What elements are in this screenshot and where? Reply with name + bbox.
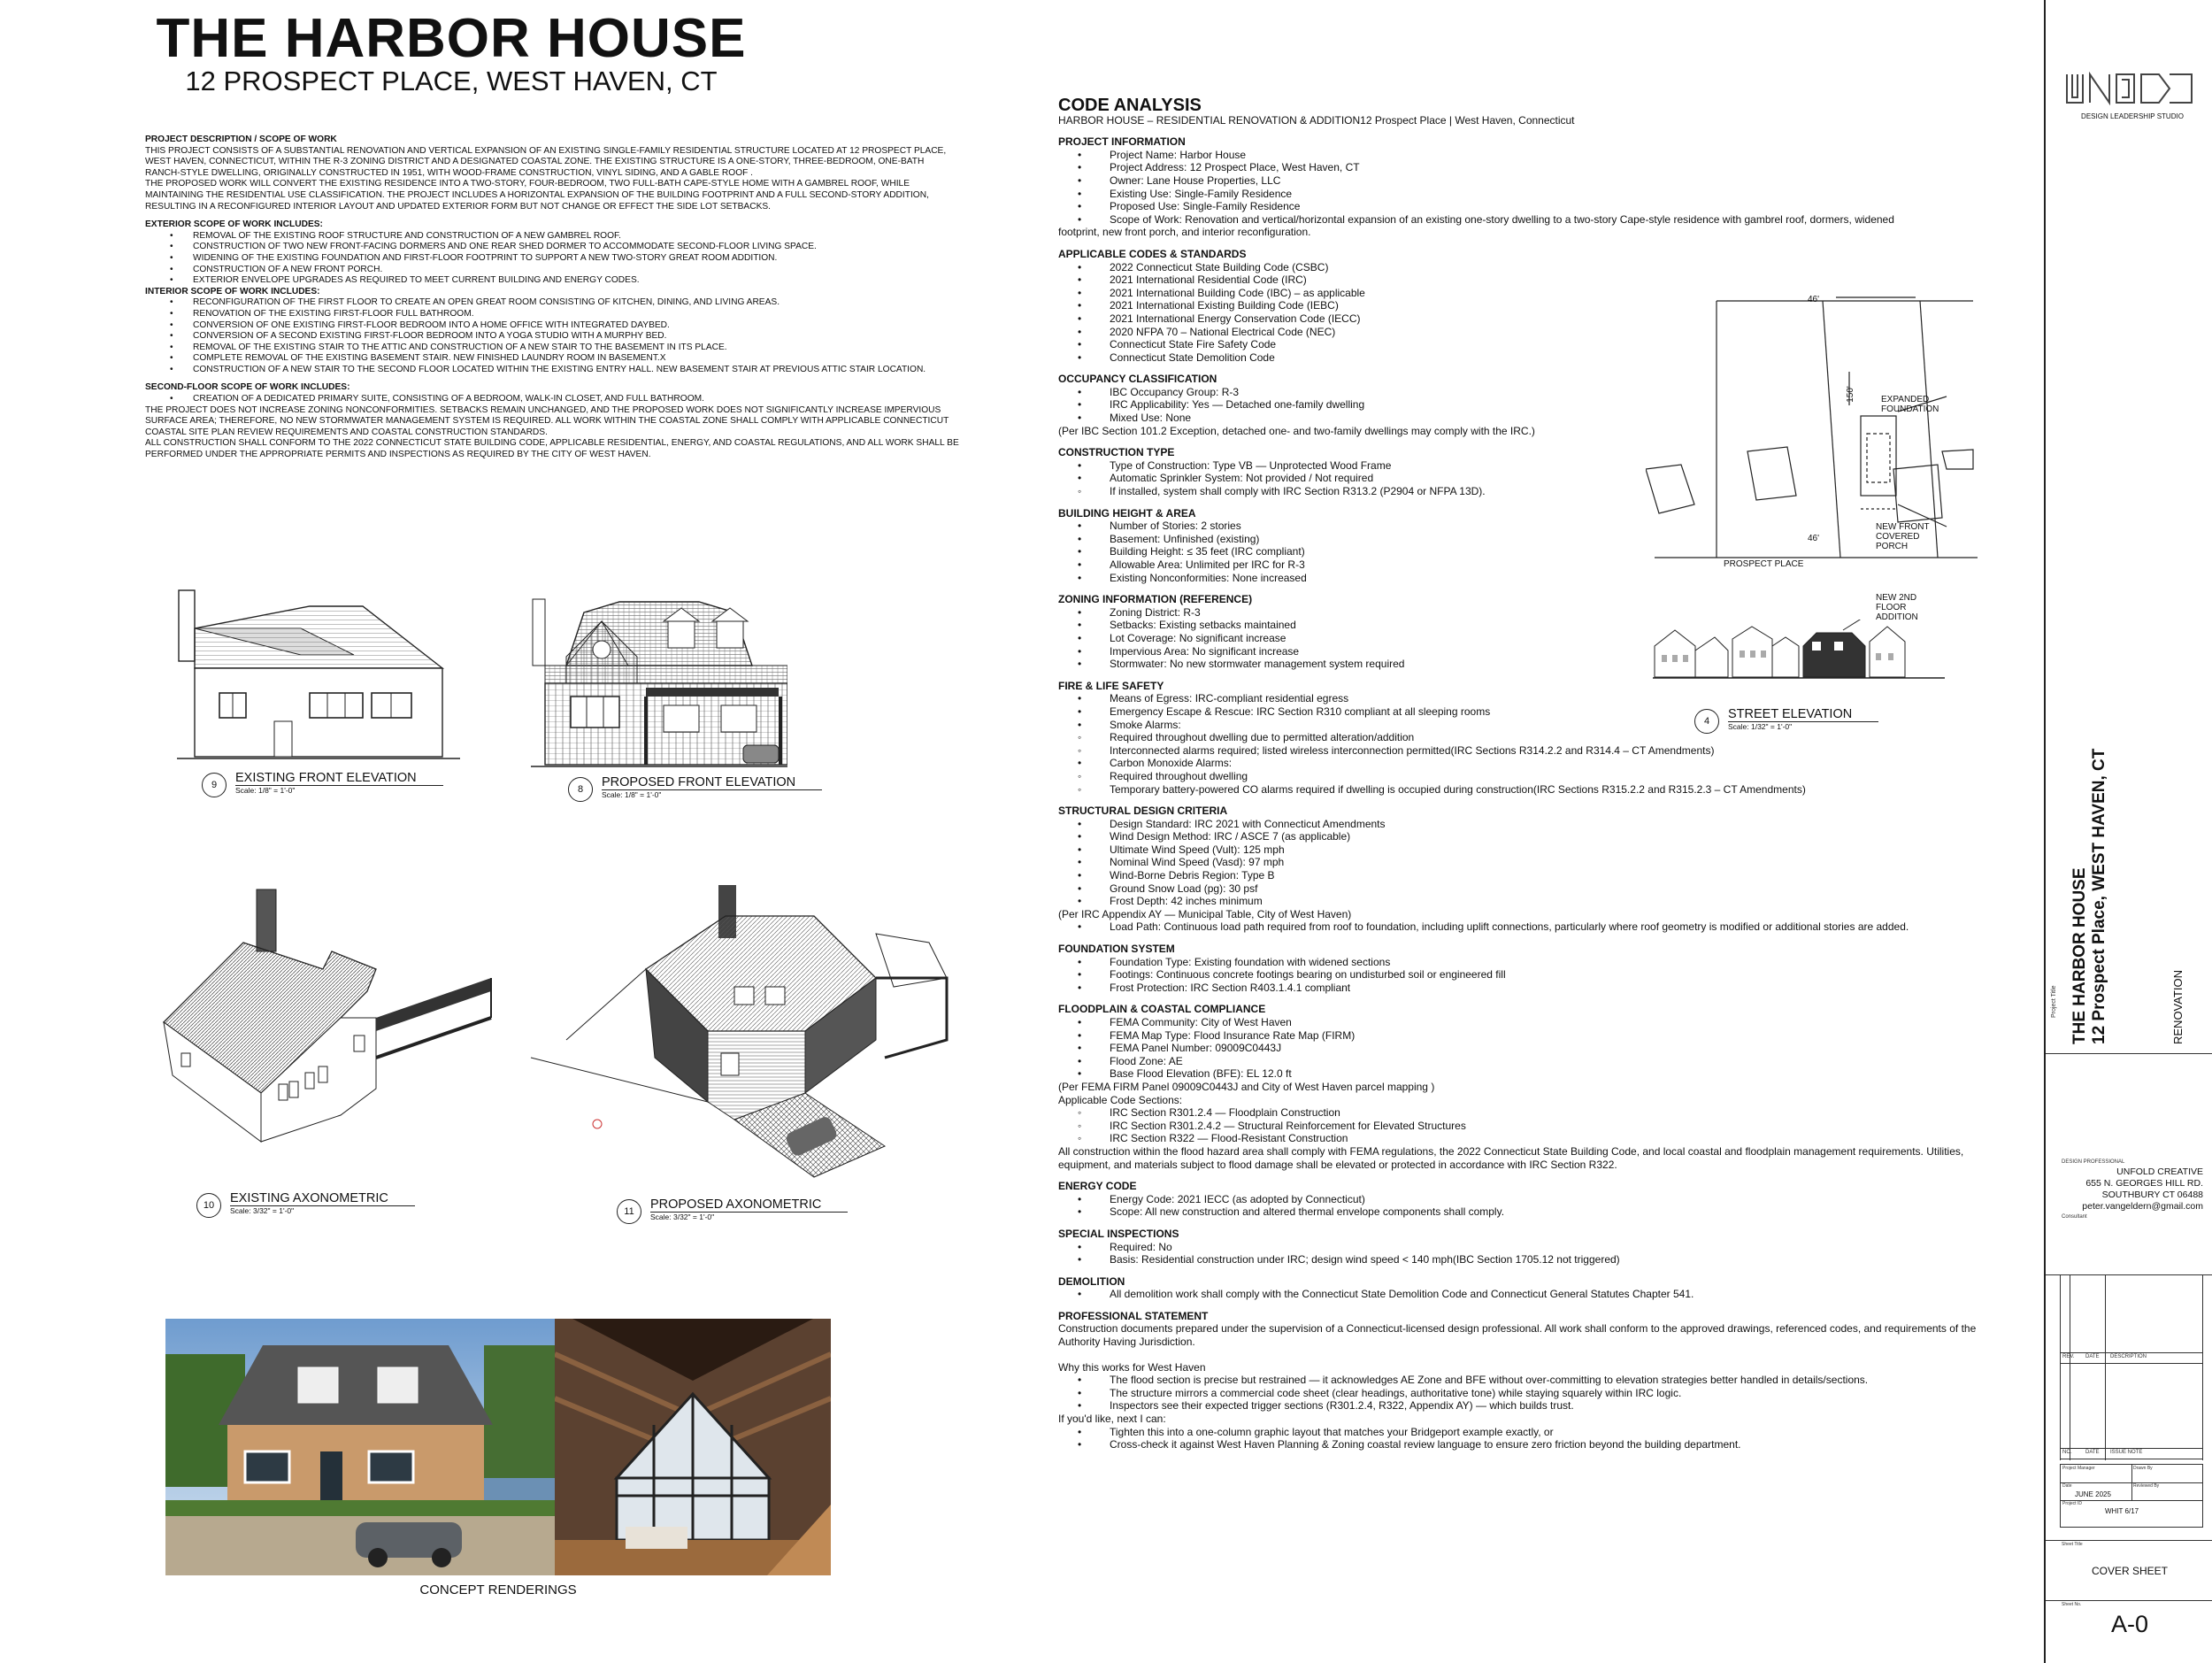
code-item: • Means of Egress: IRC-compliant residential egress: [1078, 692, 1978, 705]
code-item: • Project Address: 12 Prospect Place, West Haven, CT: [1078, 161, 1978, 174]
section-heading: PROJECT INFORMATION: [1058, 135, 1186, 149]
site-dim-side: 150': [1845, 386, 1855, 403]
code-item: • Project Name: Harbor House: [1078, 149, 1978, 162]
revisions-table: [2060, 1274, 2203, 1460]
project-id-label: Project ID: [2062, 1501, 2082, 1506]
code-item: • Proposed Use: Single-Family Residence: [1078, 200, 1978, 213]
interior-item: • REMOVAL OF THE EXISTING STAIR TO THE ATTIC AND CONSTRUCTION OF A NEW STAIR TO THE BASEMENT IN ITS PLACE.: [170, 343, 959, 354]
code-item: • IBC Occupancy Group: R-3: [1078, 386, 1978, 399]
drawing-scale: Scale: 1/32" = 1'-0": [1728, 722, 1793, 731]
code-note: Applicable Code Sections:: [1058, 1093, 1183, 1106]
scope-heading: PROJECT DESCRIPTION / SCOPE OF WORK: [145, 135, 337, 144]
consultant-label: Consultant: [2062, 1214, 2087, 1220]
code-note: (Per IRC Appendix AY — Municipal Table, City of West Haven): [1058, 907, 1352, 920]
code-title: CODE ANALYSIS: [1058, 96, 1202, 115]
street-elevation-drawing: [1653, 620, 1945, 681]
code-note: Why this works for West Haven: [1058, 1360, 1206, 1374]
reviewed-by-label: Reviewed By: [2133, 1483, 2160, 1489]
rev-header: REV.: [2062, 1354, 2075, 1359]
code-item: • 2021 International Residential Code (IRC): [1078, 273, 1978, 287]
date-value: JUNE 2025: [2075, 1490, 2111, 1498]
issue-header: DATE: [2085, 1450, 2100, 1455]
code-note: footprint, new front porch, and interior reconfiguration.: [1058, 226, 1311, 239]
code-item: • Cross-check it against West Haven Planning & Zoning coastal review language to ensure zero friction beyond the building department.: [1078, 1438, 1978, 1451]
section-heading: STRUCTURAL DESIGN CRITERIA: [1058, 805, 1228, 818]
section-heading: BUILDING HEIGHT & AREA: [1058, 506, 1196, 520]
label-line: EXPANDED: [1881, 395, 1930, 404]
renderings-caption: CONCEPT RENDERINGS: [419, 1582, 577, 1598]
issue-header: NO.: [2062, 1450, 2072, 1455]
code-item: • Frost Depth: 42 inches minimum: [1078, 895, 1978, 908]
section-heading: PROFESSIONAL STATEMENT: [1058, 1309, 1209, 1322]
drawing-number: 8: [568, 777, 593, 802]
code-item: • Allowable Area: Unlimited per IRC for R-3: [1078, 558, 1978, 572]
drawing-number: 11: [617, 1199, 641, 1224]
scope-para-1: THIS PROJECT CONSISTS OF A SUBSTANTIAL RENOVATION AND VERTICAL EXPANSION OF AN EXISTING SINGLE-FAMILY RESIDENTIAL STRUCTURE LOCATED AT 12 PROSPECT PLACE, WEST HAVEN, CONNECTICUT, WITHIN THE R-3 ZONING DISTRICT AND A DESIGNATED COASTAL ZONE. THE EXISTING STRUCTURE IS A ONE-STORY, THREE-BEDROOM, ONE-BATH RANCH-STYLE DWELLING, ORIGINALLY CONSTRUCTED IN 1951, WITH WOOD-FRAME CONSTRUCTION, VINYL SIDING, AND A GABLE ROOF .: [145, 145, 947, 178]
code-paragraph: All construction within the flood hazard area shall comply with FEMA regulations, the 2022 Connecticut State Building Code, and local coastal and floodplain management requirements. Utilities, equipment, and materials subject to flood damage shall be elevated or protected in accordance with IRC Section R322.: [1058, 1144, 1964, 1171]
code-subitem: ◦ IRC Section R322 — Flood-Resistant Construction: [1078, 1132, 1978, 1145]
drawing-title: PROPOSED AXONOMETRIC: [650, 1197, 848, 1213]
code-item: • 2021 International Energy Conservation Code (IECC): [1078, 312, 1978, 326]
existing-axonometric-drawing: [155, 885, 500, 1151]
issue-header: ISSUE NOTE: [2110, 1450, 2143, 1455]
second-floor-heading: SECOND-FLOOR SCOPE OF WORK INCLUDES:: [145, 382, 350, 393]
drawing-number: 4: [1694, 709, 1719, 734]
code-item: • Basement: Unfinished (existing): [1078, 533, 1978, 546]
code-item: • The structure mirrors a commercial code sheet (clear headings, authoritative tone) while staying squarely within IRC logic.: [1078, 1387, 1978, 1400]
label-line: PORCH: [1876, 542, 1909, 551]
existing-front-elevation-drawing: [177, 589, 460, 766]
project-details: [2060, 1464, 2203, 1528]
drawing-number: 9: [202, 773, 227, 797]
code-item: • Existing Nonconformities: None increased: [1078, 572, 1978, 585]
label-line: FOUNDATION: [1881, 404, 1939, 414]
code-item: • Emergency Escape & Rescue: IRC Section R310 compliant at all sleeping rooms: [1078, 705, 1978, 719]
site-dim-top: 46': [1808, 295, 1820, 304]
label-expanded-foundation: [1881, 395, 1939, 414]
firm-line: 655 N. GEORGES HILL RD.: [2085, 1178, 2203, 1189]
section-heading: FIRE & LIFE SAFETY: [1058, 679, 1164, 692]
proposed-axonometric-drawing: [513, 881, 956, 1182]
exterior-heading: EXTERIOR SCOPE OF WORK INCLUDES:: [145, 219, 323, 230]
callout-street-elevation: [1694, 709, 1878, 734]
code-item: • Wind-Borne Debris Region: Type B: [1078, 869, 1978, 882]
exterior-item: • REMOVAL OF THE EXISTING ROOF STRUCTURE AND CONSTRUCTION OF A NEW GAMBREL ROOF.: [170, 231, 959, 243]
scope-of-work: [145, 135, 959, 461]
code-item: • The flood section is precise but restrained — it acknowledges AE Zone and BFE without over-committing to elevation strategies better handled in details/sections.: [1078, 1374, 1978, 1387]
project-title: THE HARBOR HOUSE: [156, 8, 747, 69]
code-item: • Footings: Continuous concrete footings bearing on undisturbed soil or engineered fill: [1078, 968, 1978, 982]
scope-para-4: ALL CONSTRUCTION SHALL CONFORM TO THE 2022 CONNECTICUT STATE BUILDING CODE, APPLICABLE RESIDENTIAL, ENERGY, AND COASTAL REGULATIONS, AND ALL WORK SHALL BE PERFORMED UNDER THE APPROPRIATE PERMITS AND INSPECTIONS AS REQUIRED BY THE CITY OF WEST HAVEN.: [145, 438, 959, 460]
project-address: 12 PROSPECT PLACE, WEST HAVEN, CT: [185, 65, 718, 96]
firm-info: [2046, 1166, 2203, 1213]
drawing-scale: Scale: 3/32" = 1'-0": [230, 1206, 295, 1215]
drawing-number: 10: [196, 1193, 221, 1218]
exterior-item: • WIDENING OF THE EXISTING FOUNDATION AND FIRST-FLOOR FOOTPRINT TO SUPPORT A NEW TWO-STORY GREAT ROOM ADDITION.: [170, 253, 959, 265]
code-item: • Lot Coverage: No significant increase: [1078, 632, 1978, 645]
date-label: Date: [2062, 1483, 2072, 1489]
section-heading: OCCUPANCY CLASSIFICATION: [1058, 373, 1217, 386]
section-heading: DEMOLITION: [1058, 1274, 1125, 1288]
code-subitem: ◦ Interconnected alarms required; listed wireless interconnection permitted(IRC Sections R314.2.2 and R314.4 – CT Amendments): [1078, 744, 1978, 758]
code-subitem: ◦ Required throughout dwelling due to permitted alteration/addition: [1078, 731, 1978, 744]
code-item: • Connecticut State Demolition Code: [1078, 351, 1978, 365]
code-item: • Nominal Wind Speed (Vasd): 97 mph: [1078, 856, 1978, 869]
rendering-interior: [555, 1319, 831, 1575]
scope-para-3: THE PROJECT DOES NOT INCREASE ZONING NONCONFORMITIES. SETBACKS REMAIN UNCHANGED, AND THE PROPOSED WORK DOES NOT SIGNIFICANTLY INCREASE IMPERVIOUS SURFACE AREA; THEREFORE, NO NEW STORMWATER MANAGEMENT SYSTEM IS REQUIRED. ALL WORK WITHIN THE COASTAL ZONE SHALL COMPLY WITH APPLICABLE CONNECTICUT COASTAL SITE PLAN REVIEW REQUIREMENTS AND COASTAL CONSTRUCTION STANDARDS.: [145, 404, 949, 437]
phase-vertical: RENOVATION: [2171, 969, 2185, 1044]
code-note: (Per IBC Section 101.2 Exception, detached one- and two-family dwellings may comply with the IRC.): [1058, 424, 1535, 437]
code-item: • All demolition work shall comply with the Connecticut State Demolition Code and Connecticut General Statutes Chapter 541.: [1078, 1288, 1978, 1301]
code-item: • Load Path: Continuous load path required from roof to foundation, including uplift connections, particularly where roof geometry is modified or additional stories are added.: [1078, 920, 1978, 934]
code-item: • 2022 Connecticut State Building Code (CSBC): [1078, 261, 1978, 274]
code-item: • FEMA Panel Number: 09009C0443J: [1078, 1042, 1978, 1055]
sheet-title-label: Sheet Title: [2062, 1542, 2083, 1547]
code-item: • Inspectors see their expected trigger sections (R301.2.4, R322, Appendix AY) — which builds trust.: [1078, 1399, 1978, 1413]
code-item: • Energy Code: 2021 IECC (as adopted by Connecticut): [1078, 1193, 1978, 1206]
code-item: • Required: No: [1078, 1241, 1978, 1254]
code-item: • Ground Snow Load (pg): 30 psf: [1078, 882, 1978, 896]
code-subitem: ◦ IRC Section R301.2.4.2 — Structural Reinforcement for Elevated Structures: [1078, 1120, 1978, 1133]
design-professional-label: DESIGN PROFESSIONAL: [2062, 1159, 2125, 1165]
section-heading: CONSTRUCTION TYPE: [1058, 446, 1175, 459]
code-item: • Setbacks: Existing setbacks maintained: [1078, 619, 1978, 632]
rendering-exterior: [165, 1319, 555, 1575]
code-item: • Owner: Lane House Properties, LLC: [1078, 174, 1978, 188]
code-subitem: ◦ Temporary battery-powered CO alarms required if dwelling is occupied during construction(IRC Sections R315.2.2 and R315.2.3 – CT Amendments): [1078, 783, 1978, 797]
code-item: • Flood Zone: AE: [1078, 1055, 1978, 1068]
code-item: • Connecticut State Fire Safety Code: [1078, 338, 1978, 351]
code-item: • Number of Stories: 2 stories: [1078, 520, 1978, 533]
section-heading: APPLICABLE CODES & STANDARDS: [1058, 247, 1247, 260]
code-item: • Frost Protection: IRC Section R403.1.4.1 compliant: [1078, 982, 1978, 995]
code-item: • Mixed Use: None: [1078, 412, 1978, 425]
drawing-scale: Scale: 1/8" = 1'-0": [235, 786, 296, 795]
exterior-item: • CONSTRUCTION OF A NEW FRONT PORCH.: [170, 265, 959, 276]
callout-existing-axo: [196, 1193, 415, 1218]
label-line: NEW FRONT: [1876, 522, 1930, 532]
code-item: • FEMA Community: City of West Haven: [1078, 1016, 1978, 1029]
section-heading: ENERGY CODE: [1058, 1180, 1137, 1193]
code-item: • Scope of Work: Renovation and vertical/horizontal expansion of an existing one-story dwelling to a two-story Cape-style residence with gambrel roof, dormers, widened: [1078, 213, 1978, 227]
code-item: • Tighten this into a one-column graphic layout that matches your Bridgeport example exactly, or: [1078, 1426, 1978, 1439]
rev-header: DESCRIPTION: [2110, 1354, 2147, 1359]
section-heading: SPECIAL INSPECTIONS: [1058, 1227, 1179, 1240]
code-item: • Building Height: ≤ 35 feet (IRC compliant): [1078, 545, 1978, 558]
code-item: • Ultimate Wind Speed (Vult): 125 mph: [1078, 843, 1978, 857]
code-item: • Scope: All new construction and altered thermal envelope components shall comply.: [1078, 1205, 1978, 1219]
proposed-front-elevation-drawing: [531, 595, 787, 772]
code-item: • Stormwater: No new stormwater management system required: [1078, 658, 1978, 671]
code-item: • 2021 International Existing Building Code (IEBC): [1078, 299, 1978, 312]
code-item: • Impervious Area: No significant increase: [1078, 645, 1978, 658]
label-line: COVERED: [1876, 532, 1920, 542]
interior-item: • CONVERSION OF A SECOND EXISTING FIRST-FLOOR BEDROOM INTO A YOGA STUDIO WITH A MURPHY BED.: [170, 331, 959, 343]
label-line: FLOOR: [1876, 603, 1907, 612]
code-item: • Smoke Alarms:: [1078, 719, 1978, 732]
drawing-title: EXISTING AXONOMETRIC: [230, 1191, 415, 1206]
label-new-floor: [1876, 593, 1918, 622]
sheet-no-label: Sheet No.: [2062, 1602, 2082, 1607]
studio-logo: [2063, 69, 2196, 114]
code-item: • 2020 NFPA 70 – National Electrical Code (NEC): [1078, 326, 1978, 339]
drawing-scale: Scale: 1/8" = 1'-0": [602, 790, 662, 799]
code-paragraph: Construction documents prepared under the supervision of a Connecticut-licensed design professional. All work shall conform to the approved drawings, referenced codes, and requirements of the Authority Having Jurisdiction.: [1058, 1322, 1977, 1349]
code-subitem: ◦ IRC Section R301.2.4 — Floodplain Construction: [1078, 1106, 1978, 1120]
drawing-title: STREET ELEVATION: [1728, 707, 1878, 722]
interior-item: • RECONFIGURATION OF THE FIRST FLOOR TO CREATE AN OPEN GREAT ROOM CONSISTING OF KITCHEN, DINING, AND LIVING AREAS.: [170, 297, 959, 309]
firm-line: SOUTHBURY CT 06488: [2101, 1190, 2203, 1200]
code-item: • Zoning District: R-3: [1078, 606, 1978, 620]
drawing-title: PROPOSED FRONT ELEVATION: [602, 775, 822, 790]
section-heading: FOUNDATION SYSTEM: [1058, 943, 1175, 956]
exterior-item: • CONSTRUCTION OF TWO NEW FRONT-FACING DORMERS AND ONE REAR SHED DORMER TO ACCOMMODATE SECOND-FLOOR LIVING SPACE.: [170, 242, 959, 253]
site-plan-drawing: [1646, 292, 1982, 575]
code-item: • Basis: Residential construction under IRC; design wind speed < 140 mph(IBC Section 1705.12 not triggered): [1078, 1253, 1978, 1266]
interior-item: • CONSTRUCTION OF A NEW STAIR TO THE SECOND FLOOR LOCATED WITHIN THE EXISTING ENTRY HALL. NEW BASEMENT STAIR AT PREVIOUS ATTIC STAIR LOCATION.: [170, 365, 959, 376]
callout-existing-front: [202, 773, 443, 797]
sheet-number: A-0: [2110, 1611, 2149, 1637]
section-heading: FLOODPLAIN & COASTAL COMPLIANCE: [1058, 1003, 1266, 1016]
code-item: • FEMA Map Type: Flood Insurance Rate Map (FIRM): [1078, 1029, 1978, 1043]
studio-name: DESIGN LEADERSHIP STUDIO: [2081, 112, 2184, 120]
firm-line: peter.vangeldern@gmail.com: [2082, 1201, 2203, 1212]
firm-line: UNFOLD CREATIVE: [2116, 1166, 2203, 1177]
interior-heading: INTERIOR SCOPE OF WORK INCLUDES:: [145, 286, 320, 296]
label-new-porch: [1876, 522, 1930, 551]
sheet-title: COVER SHEET: [2091, 1565, 2168, 1577]
code-note: (Per FEMA FIRM Panel 09009C0443J and City of West Haven parcel mapping ): [1058, 1080, 1435, 1093]
site-dim-bottom: 46': [1808, 534, 1820, 543]
project-manager-label: Project Manager: [2062, 1466, 2095, 1471]
code-subtitle: HARBOR HOUSE – RESIDENTIAL RENOVATION & ADDITION12 Prospect Place | West Haven, Connecticut: [1058, 113, 1575, 127]
project-address-vertical: 12 Prospect Place, WEST HAVEN, CT: [2090, 748, 2108, 1044]
title-block: [2044, 0, 2212, 1663]
scope-para-2: THE PROPOSED WORK WILL CONVERT THE EXISTING RESIDENCE INTO A TWO-STORY, FOUR-BEDROOM, TWO FULL-BATH CAPE-STYLE HOME WITH A GAMBREL ROOF, WHILE MAINTAINING THE RESIDENTIAL USE CLASSIFICATION. THE PROJECT INCLUDES A HORIZONTAL EXPANSION OF THE BUILDING FOOTPRINT AND A FULL SECOND-STORY ADDITION, RESULTING IN A RECONFIGURED INTERIOR LAYOUT AND UPDATED EXTERIOR FORM BUT NOT CHANGE OR EFFECT THE SIDE LOT SETBACKS.: [145, 179, 929, 212]
project-title-label: Project Title: [2051, 985, 2057, 1018]
section-heading: ZONING INFORMATION (REFERENCE): [1058, 593, 1253, 606]
rev-header: DATE: [2085, 1354, 2100, 1359]
drawing-scale: Scale: 3/32" = 1'-0": [650, 1213, 715, 1221]
code-item: • Base Flood Elevation (BFE): EL 12.0 ft: [1078, 1067, 1978, 1081]
callout-proposed-axo: [617, 1199, 848, 1224]
code-item: • Design Standard: IRC 2021 with Connecticut Amendments: [1078, 818, 1978, 831]
label-line: ADDITION: [1876, 612, 1918, 622]
code-item: • 2021 International Building Code (IBC) – as applicable: [1078, 287, 1978, 300]
interior-item: • RENOVATION OF THE EXISTING FIRST-FLOOR FULL BATHROOM.: [170, 309, 959, 320]
code-item: • Wind Design Method: IRC / ASCE 7 (as applicable): [1078, 830, 1978, 843]
code-item: • Type of Construction: Type VB — Unprotected Wood Frame: [1078, 459, 1978, 473]
code-note: If you'd like, next I can:: [1058, 1413, 1166, 1426]
exterior-item: • EXTERIOR ENVELOPE UPGRADES AS REQUIRED TO MEET CURRENT BUILDING AND ENERGY CODES.: [170, 275, 959, 287]
interior-item: • CONVERSION OF ONE EXISTING FIRST-FLOOR BEDROOM INTO A HOME OFFICE WITH INTEGRATED DAYBED.: [170, 320, 959, 332]
drawn-by-label: Drawn By: [2133, 1466, 2153, 1471]
project-name-vertical: THE HARBOR HOUSE: [2070, 867, 2089, 1044]
drawing-title: EXISTING FRONT ELEVATION: [235, 771, 443, 786]
code-item: • IRC Applicability: Yes — Detached one-family dwelling: [1078, 398, 1978, 412]
code-item: • Automatic Sprinkler System: Not provided / Not required: [1078, 472, 1978, 485]
code-subitem: ◦ Required throughout dwelling: [1078, 770, 1978, 783]
second-floor-item: • CREATION OF A DEDICATED PRIMARY SUITE, CONSISTING OF A BEDROOM, WALK-IN CLOSET, AND FULL BATHROOM.: [170, 394, 959, 405]
label-street-name: PROSPECT PLACE: [1724, 559, 1804, 569]
code-subitem: ◦ If installed, system shall comply with IRC Section R313.2 (P2904 or NFPA 13D).: [1078, 485, 1978, 498]
interior-item: • COMPLETE REMOVAL OF THE EXISTING BASEMENT STAIR. NEW FINISHED LAUNDRY ROOM IN BASEMENT.X: [170, 353, 959, 365]
code-item: • Carbon Monoxide Alarms:: [1078, 757, 1978, 770]
label-line: NEW 2ND: [1876, 593, 1917, 603]
code-item: • Existing Use: Single-Family Residence: [1078, 188, 1978, 201]
callout-proposed-front: [568, 777, 822, 802]
code-item: • Foundation Type: Existing foundation with widened sections: [1078, 956, 1978, 969]
project-id-value: WHIT 6/17: [2105, 1507, 2139, 1515]
